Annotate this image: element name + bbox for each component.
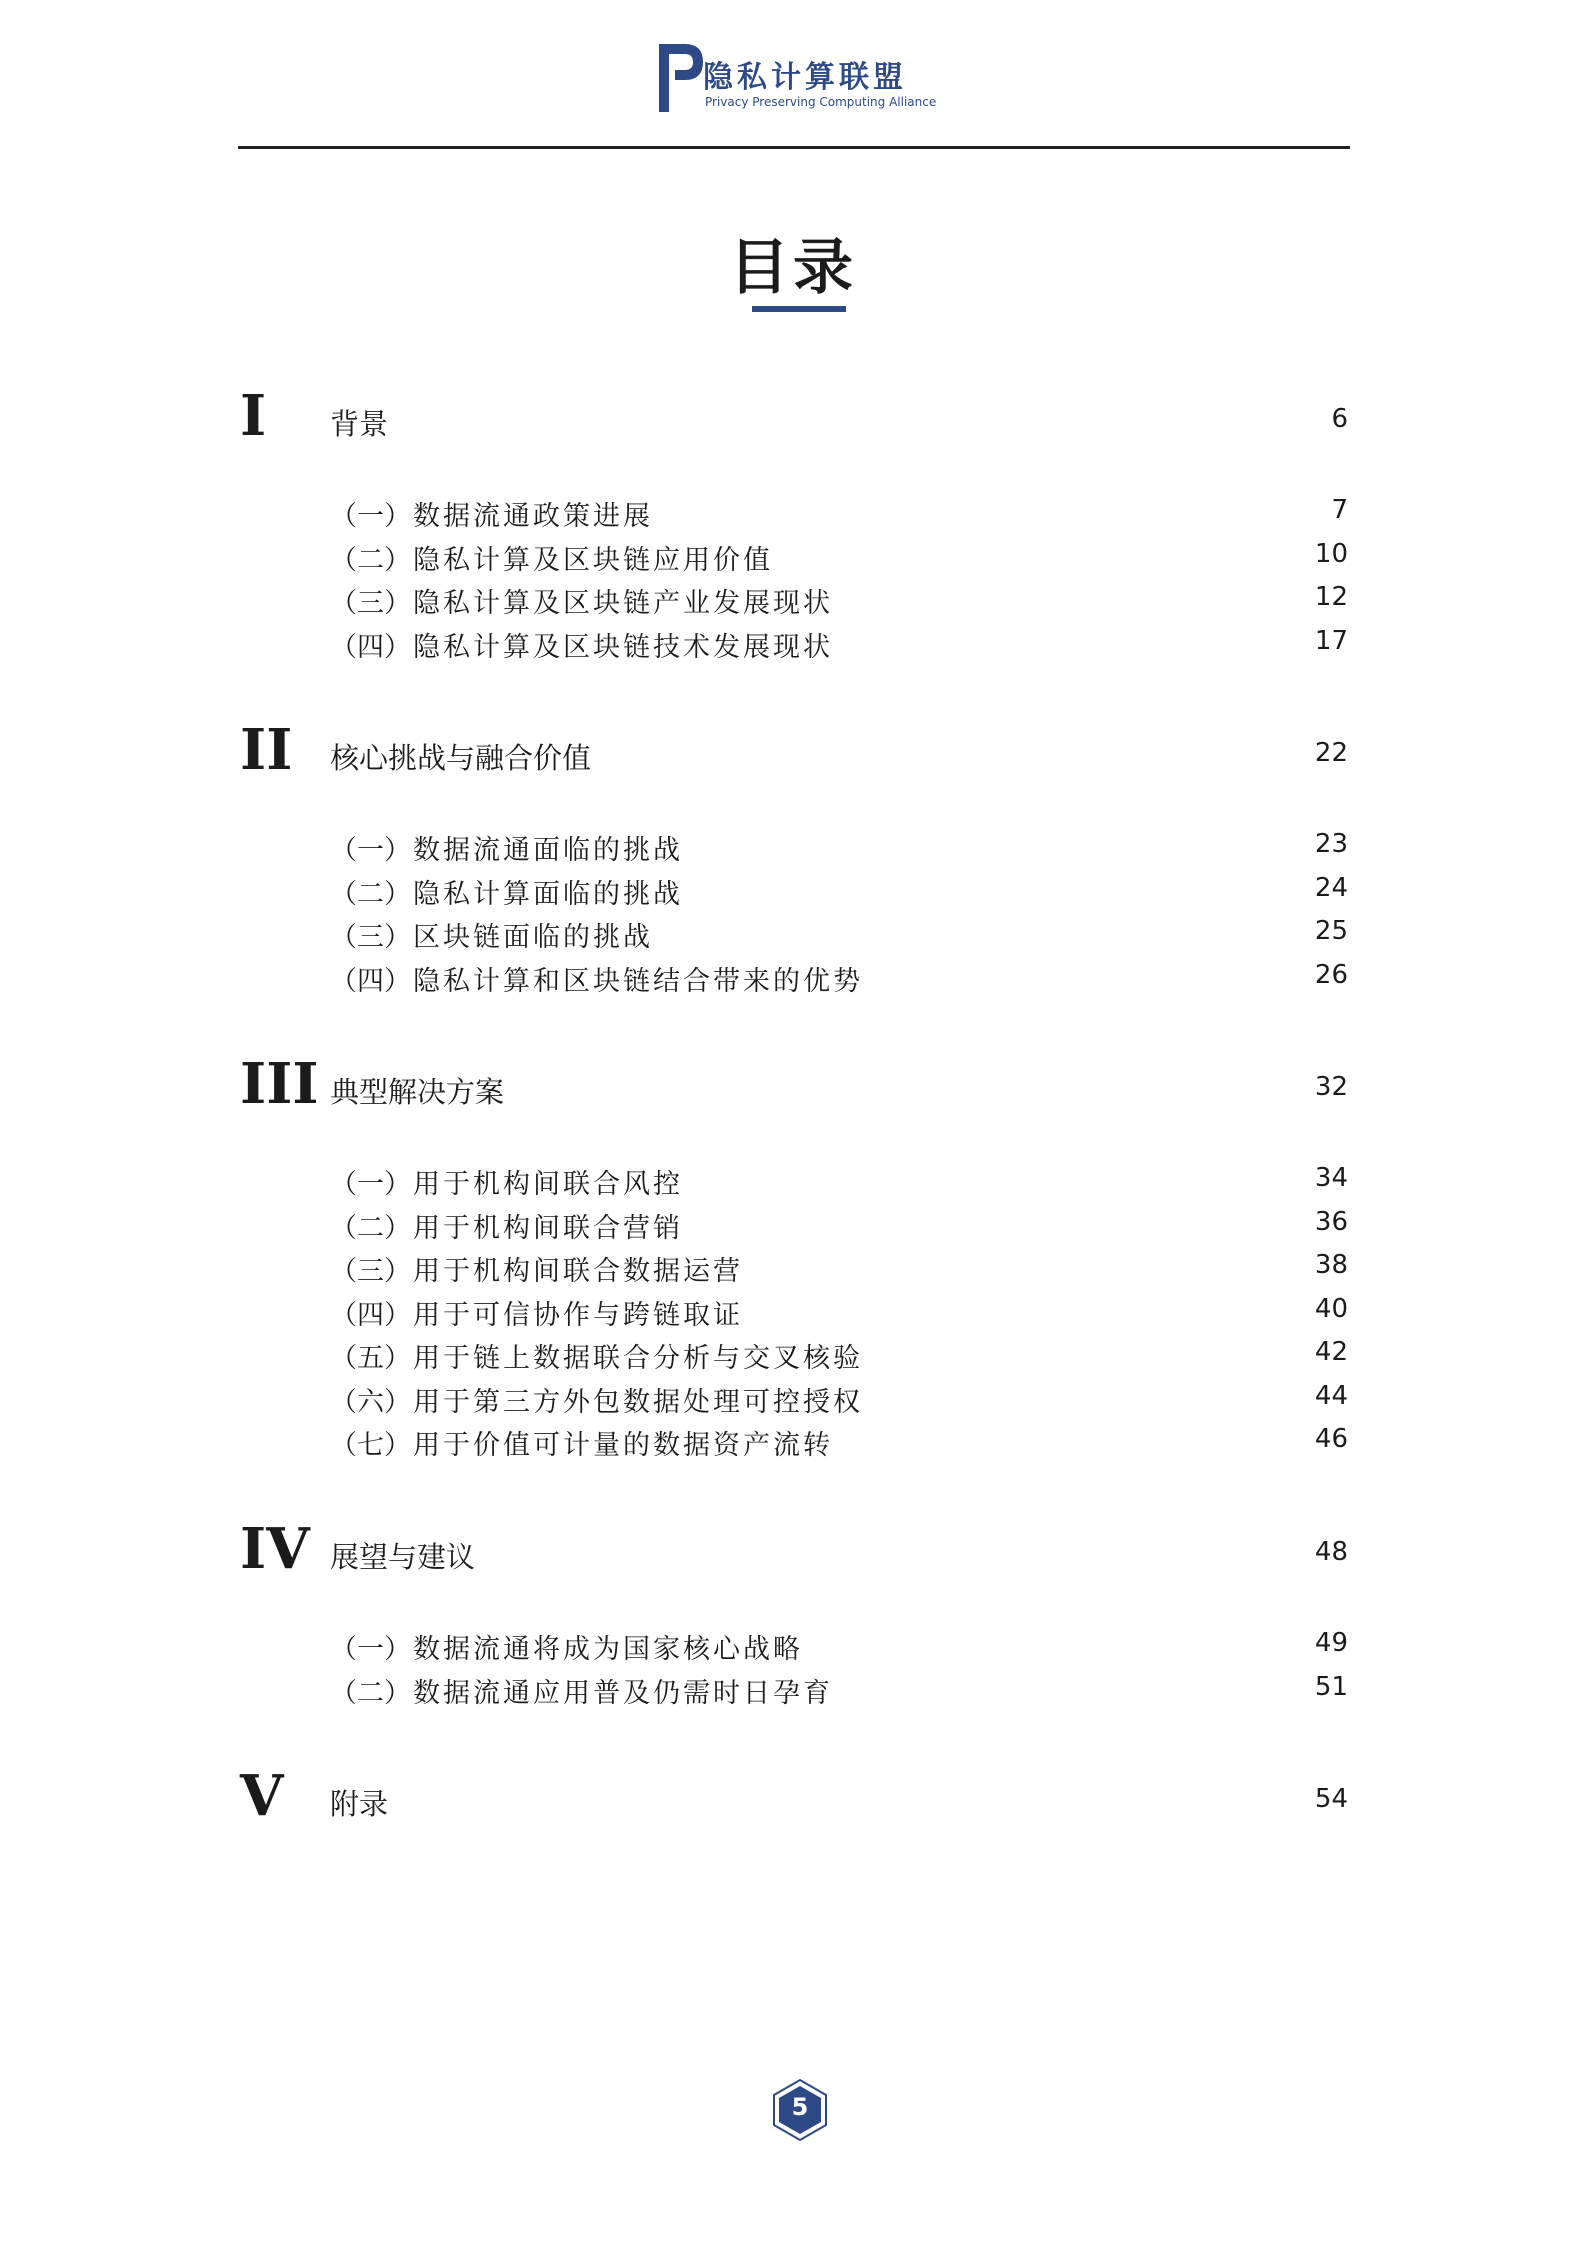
chapter-page-number: 22 <box>1314 738 1348 768</box>
chapter-number: I <box>240 383 267 449</box>
chapter-page-number: 32 <box>1314 1072 1348 1102</box>
section-page-number: 34 <box>1314 1163 1348 1193</box>
section-page-number: 17 <box>1314 625 1348 656</box>
section-index: （三） <box>330 922 411 953</box>
section-index: （七） <box>330 1430 411 1461</box>
section-page-number: 49 <box>1314 1628 1348 1658</box>
chapter-number: IV <box>240 1516 310 1582</box>
chapter-page-number: 48 <box>1314 1537 1348 1567</box>
section-index: （四） <box>330 631 411 663</box>
section-index: （一） <box>330 501 411 532</box>
chapter-title[interactable]: 展望与建议 <box>330 1540 476 1574</box>
section-title[interactable]: 数据流通应用普及仍需时日孕育 <box>413 1677 833 1709</box>
section-page-number: 44 <box>1314 1380 1348 1411</box>
section-title[interactable]: 用于链上数据联合分析与交叉核验 <box>413 1343 863 1374</box>
section-title[interactable]: 区块链面临的挑战 <box>413 922 653 953</box>
section-page-number: 40 <box>1314 1293 1348 1324</box>
chapter-title[interactable]: 背景 <box>330 407 389 441</box>
chapter-number: III <box>240 1051 319 1117</box>
section-title[interactable]: 数据流通政策进展 <box>413 501 653 532</box>
section-page-number: 46 <box>1314 1424 1348 1454</box>
section-page-number: 42 <box>1314 1337 1348 1367</box>
section-index: （一） <box>330 835 411 866</box>
chapter-page-number: 6 <box>1331 404 1348 434</box>
section-index: （五） <box>330 1343 411 1374</box>
section-page-number: 12 <box>1314 582 1348 612</box>
section-page-number: 7 <box>1331 495 1348 525</box>
page-title: 目录 <box>729 233 857 303</box>
chapter-number: V <box>240 1763 284 1829</box>
section-title[interactable]: 隐私计算及区块链技术发展现状 <box>413 631 833 663</box>
section-title[interactable]: 隐私计算及区块链产业发展现状 <box>413 588 833 619</box>
section-index: （四） <box>330 965 411 997</box>
section-page-number: 26 <box>1314 959 1348 990</box>
section-title[interactable]: 用于第三方外包数据处理可控授权 <box>413 1386 863 1418</box>
section-page-number: 10 <box>1314 538 1348 569</box>
chapter-number: II <box>240 717 293 783</box>
section-index: （六） <box>330 1386 411 1418</box>
section-page-number: 24 <box>1314 872 1348 903</box>
section-index: （三） <box>330 1256 411 1287</box>
section-page-number: 36 <box>1314 1206 1348 1237</box>
section-index: （三） <box>330 588 411 619</box>
section-index: （二） <box>330 1677 411 1709</box>
section-index: （一） <box>330 1634 411 1665</box>
chapter-page-number: 54 <box>1314 1784 1348 1814</box>
section-index: （二） <box>330 1212 411 1244</box>
logo-chinese-text: 隐私计算联盟 <box>703 60 907 95</box>
section-title[interactable]: 数据流通面临的挑战 <box>413 835 683 866</box>
header-divider <box>238 146 1350 149</box>
chapter-title[interactable]: 核心挑战与融合价值 <box>330 741 592 775</box>
section-title[interactable]: 隐私计算及区块链应用价值 <box>413 544 773 576</box>
section-title[interactable]: 用于机构间联合风控 <box>413 1169 683 1200</box>
section-title[interactable]: 数据流通将成为国家核心战略 <box>413 1634 803 1665</box>
section-title[interactable]: 用于价值可计量的数据资产流转 <box>413 1430 833 1461</box>
section-index: （四） <box>330 1299 411 1331</box>
logo-english-text: Privacy Preserving Computing Alliance <box>705 95 937 109</box>
alliance-logo <box>655 40 935 115</box>
section-page-number: 23 <box>1314 829 1348 859</box>
chapter-title[interactable]: 附录 <box>330 1787 389 1821</box>
section-title[interactable]: 用于可信协作与跨链取证 <box>413 1299 743 1331</box>
title-underline <box>752 306 846 312</box>
section-page-number: 25 <box>1314 916 1348 946</box>
section-title[interactable]: 隐私计算面临的挑战 <box>413 878 683 910</box>
section-index: （一） <box>330 1169 411 1200</box>
chapter-title[interactable]: 典型解决方案 <box>330 1075 505 1109</box>
page-number: 5 <box>791 2093 809 2121</box>
page-header <box>0 0 1586 150</box>
alliance-logo-mark-icon <box>655 40 707 115</box>
section-page-number: 38 <box>1314 1250 1348 1280</box>
section-title[interactable]: 用于机构间联合营销 <box>413 1212 683 1244</box>
section-index: （二） <box>330 544 411 576</box>
section-page-number: 51 <box>1314 1671 1348 1702</box>
section-index: （二） <box>330 878 411 910</box>
section-title[interactable]: 用于机构间联合数据运营 <box>413 1256 743 1287</box>
section-title[interactable]: 隐私计算和区块链结合带来的优势 <box>413 965 863 997</box>
